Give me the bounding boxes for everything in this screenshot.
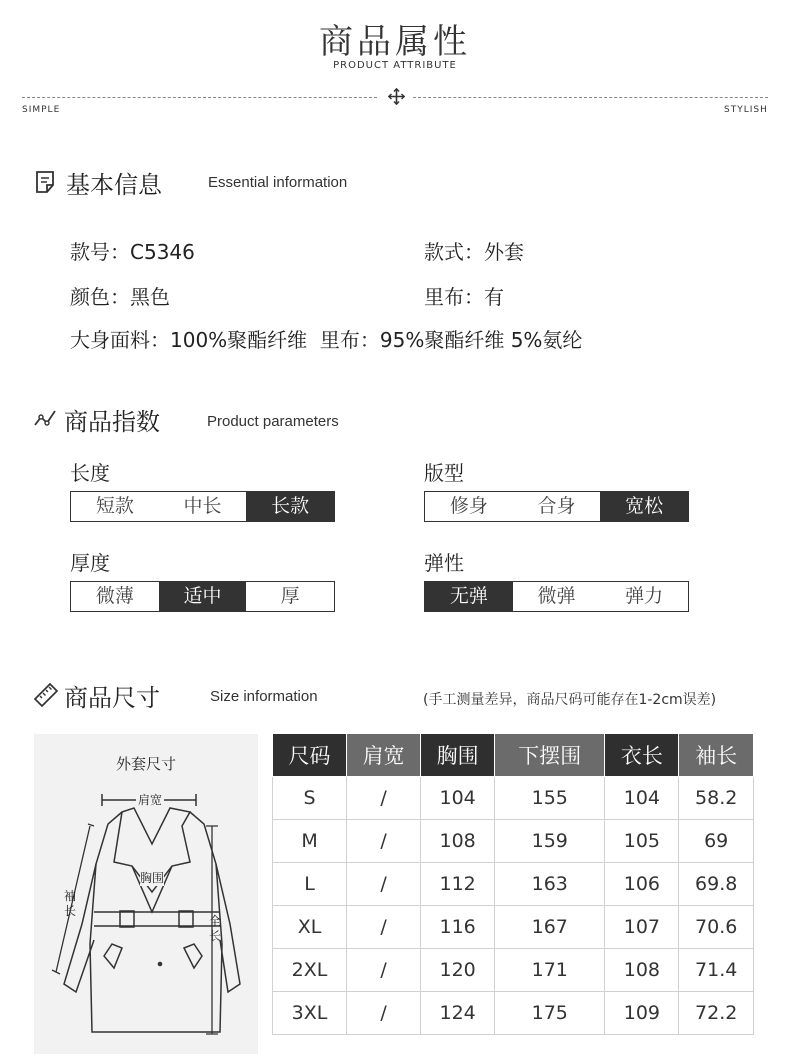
page-subtitle: PRODUCT ATTRIBUTE <box>333 60 457 71</box>
table-cell: / <box>347 992 421 1035</box>
param-length-scale <box>70 491 335 522</box>
fabric-value: 大身面料：100%聚酯纤维 里布：95%聚酯纤维 5%氨纶 <box>70 328 583 352</box>
cross-arrows-icon <box>388 88 405 105</box>
size-cell: XL <box>273 906 347 949</box>
size-table <box>272 733 754 1035</box>
document-icon <box>35 170 57 194</box>
table-cell: / <box>347 906 421 949</box>
table-cell: 107 <box>605 906 679 949</box>
table-cell: / <box>347 863 421 906</box>
column-header: 袖长 <box>679 734 754 777</box>
table-cell: 171 <box>495 949 605 992</box>
column-header: 下摆围 <box>495 734 605 777</box>
table-cell: 175 <box>495 992 605 1035</box>
diagram-shoulder-label: 肩宽 <box>138 793 163 807</box>
param-option: 微弹 <box>537 585 576 607</box>
lining-value: 里布：有 <box>424 285 504 309</box>
table-row <box>273 863 754 906</box>
size-cell: S <box>273 777 347 820</box>
param-label-thickness: 厚度 <box>70 551 110 575</box>
table-cell: 112 <box>421 863 495 906</box>
param-option: 短款 <box>95 495 134 517</box>
table-cell: 69 <box>679 820 754 863</box>
table-cell: 108 <box>421 820 495 863</box>
param-elasticity-scale <box>424 581 689 612</box>
size-title: 商品尺寸 <box>64 684 160 712</box>
size-note: (手工测量差异，商品尺码可能存在1-2cm误差) <box>423 692 717 708</box>
page-title: 商品属性 <box>319 22 471 62</box>
table-cell: 108 <box>605 949 679 992</box>
column-header: 衣长 <box>605 734 679 777</box>
param-option: 合身 <box>537 495 576 517</box>
param-option: 适中 <box>159 582 247 611</box>
param-option: 中长 <box>183 495 222 517</box>
param-label-elasticity: 弹性 <box>424 551 464 575</box>
table-cell: 104 <box>421 777 495 820</box>
param-option: 长款 <box>246 492 334 521</box>
table-cell: / <box>347 777 421 820</box>
basic-info-title: 基本信息 <box>66 171 162 199</box>
table-cell: 106 <box>605 863 679 906</box>
param-label-length: 长度 <box>70 461 110 485</box>
diagram-chest-label: 胸围 <box>140 871 165 885</box>
param-thickness-scale <box>70 581 335 612</box>
table-cell: 72.2 <box>679 992 754 1035</box>
style-type: 款式：外套 <box>424 240 524 264</box>
param-option: 微薄 <box>95 585 134 607</box>
label-stylish: STYLISH <box>724 105 768 115</box>
size-table-header <box>273 734 754 777</box>
param-option: 厚 <box>280 585 300 607</box>
size-cell: L <box>273 863 347 906</box>
size-title-en: Size information <box>210 688 318 705</box>
table-cell: 109 <box>605 992 679 1035</box>
param-option: 修身 <box>449 495 488 517</box>
table-cell: 155 <box>495 777 605 820</box>
table-row <box>273 906 754 949</box>
table-cell: 58.2 <box>679 777 754 820</box>
table-cell: 105 <box>605 820 679 863</box>
table-cell: 71.4 <box>679 949 754 992</box>
table-row <box>273 992 754 1035</box>
table-cell: 120 <box>421 949 495 992</box>
table-row <box>273 777 754 820</box>
size-diagram <box>34 734 258 1054</box>
table-cell: 124 <box>421 992 495 1035</box>
table-cell: / <box>347 820 421 863</box>
size-cell: 2XL <box>273 949 347 992</box>
table-cell: 167 <box>495 906 605 949</box>
divider-left <box>22 97 377 98</box>
params-title: 商品指数 <box>64 408 160 436</box>
table-cell: 116 <box>421 906 495 949</box>
trend-line-icon <box>33 408 57 428</box>
table-cell: 159 <box>495 820 605 863</box>
color-value: 颜色：黑色 <box>70 285 170 309</box>
ruler-icon <box>33 683 59 707</box>
param-option: 宽松 <box>600 492 688 521</box>
column-header: 肩宽 <box>347 734 421 777</box>
table-row <box>273 820 754 863</box>
param-option: 无弹 <box>425 582 513 611</box>
size-cell: M <box>273 820 347 863</box>
divider-right <box>413 97 768 98</box>
param-option: 弹力 <box>625 585 664 607</box>
table-row <box>273 949 754 992</box>
basic-info-title-en: Essential information <box>208 174 348 191</box>
table-cell: 69.8 <box>679 863 754 906</box>
table-cell: 70.6 <box>679 906 754 949</box>
param-label-fit: 版型 <box>424 461 464 485</box>
size-cell: 3XL <box>273 992 347 1035</box>
diagram-sleeve-label: 袖长 <box>64 889 77 918</box>
params-title-en: Product parameters <box>207 413 339 430</box>
table-cell: 104 <box>605 777 679 820</box>
column-header: 胸围 <box>421 734 495 777</box>
column-header: 尺码 <box>273 734 347 777</box>
table-cell: 163 <box>495 863 605 906</box>
table-cell: / <box>347 949 421 992</box>
style-number: 款号：C5346 <box>70 240 195 264</box>
diagram-length-label: 全长 <box>209 914 222 943</box>
diagram-title: 外套尺寸 <box>115 755 176 773</box>
param-fit-scale <box>424 491 689 522</box>
label-simple: SIMPLE <box>22 105 61 115</box>
